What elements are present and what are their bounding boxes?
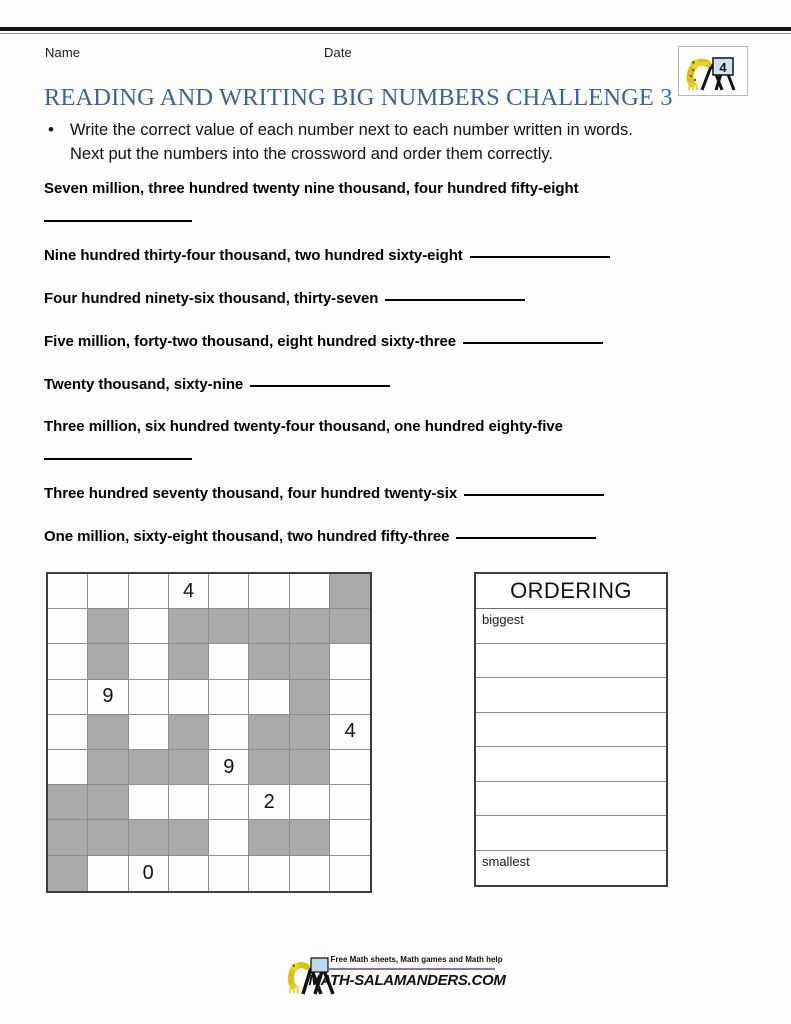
- crossword-cell-blocked: [249, 609, 289, 644]
- crossword-cell-blocked: [249, 750, 289, 785]
- crossword-cell[interactable]: [48, 680, 88, 715]
- salamander-easel-icon: [682, 50, 744, 92]
- crossword-cell[interactable]: [209, 820, 249, 855]
- crossword-cell-blocked: [169, 715, 209, 750]
- crossword-cell-blocked: [48, 820, 88, 855]
- page-top-border-thin: [0, 33, 791, 34]
- crossword-cell[interactable]: [48, 644, 88, 679]
- crossword-grid[interactable]: [46, 572, 372, 893]
- crossword-cell[interactable]: [48, 715, 88, 750]
- ordering-row[interactable]: smallest: [482, 853, 530, 869]
- crossword-cell[interactable]: [48, 609, 88, 644]
- crossword-cell[interactable]: [330, 785, 370, 820]
- crossword-cell[interactable]: [209, 644, 249, 679]
- math-salamanders-logo: [678, 46, 748, 96]
- crossword-cell[interactable]: [330, 750, 370, 785]
- crossword-cell-blocked: [48, 856, 88, 891]
- crossword-cell-blocked: [330, 609, 370, 644]
- crossword-cell[interactable]: 2: [249, 785, 289, 820]
- svg-text:4: 4: [719, 60, 727, 75]
- crossword-cell-blocked: [169, 644, 209, 679]
- ordering-box: [474, 572, 668, 887]
- instruction-line-2: Next put the numbers into the crossword and order them correctly.: [70, 145, 553, 163]
- crossword-cell-blocked: [169, 750, 209, 785]
- answer-blank[interactable]: [470, 244, 610, 258]
- question-item: [44, 525, 754, 547]
- crossword-cell-blocked: [330, 574, 370, 609]
- crossword-cell[interactable]: [209, 785, 249, 820]
- crossword-cell-blocked: [249, 715, 289, 750]
- answer-blank[interactable]: [250, 373, 390, 387]
- footer-url: MATH-SALAMANDERS.COM: [308, 972, 506, 989]
- crossword-cell[interactable]: [209, 715, 249, 750]
- questions-list: [44, 178, 754, 568]
- crossword-cell[interactable]: [88, 856, 128, 891]
- crossword-cell-blocked: [88, 644, 128, 679]
- crossword-cell[interactable]: [209, 574, 249, 609]
- crossword-cell[interactable]: [209, 856, 249, 891]
- question-item: [44, 287, 754, 309]
- crossword-cell-blocked: [88, 820, 128, 855]
- crossword-cell-blocked: [129, 820, 169, 855]
- ordering-row[interactable]: [476, 713, 666, 748]
- ordering-row[interactable]: [476, 816, 666, 851]
- crossword-cell[interactable]: [129, 680, 169, 715]
- crossword-cell[interactable]: [290, 785, 330, 820]
- crossword-cell[interactable]: [129, 644, 169, 679]
- crossword-cell-blocked: [88, 785, 128, 820]
- page-top-border: [0, 27, 791, 31]
- answer-blank[interactable]: [456, 525, 596, 539]
- crossword-cell[interactable]: [129, 715, 169, 750]
- ordering-row[interactable]: [476, 644, 666, 679]
- page-footer: [0, 952, 791, 1001]
- crossword-cell[interactable]: [330, 644, 370, 679]
- crossword-cell[interactable]: 4: [169, 574, 209, 609]
- crossword-cell[interactable]: 4: [330, 715, 370, 750]
- crossword-cell-blocked: [209, 609, 249, 644]
- question-item: [44, 244, 754, 266]
- question-item: [44, 482, 754, 504]
- crossword-cell[interactable]: [249, 680, 289, 715]
- question-item: [44, 373, 754, 395]
- crossword-cell[interactable]: 9: [88, 680, 128, 715]
- crossword-cell[interactable]: [129, 609, 169, 644]
- crossword-cell-blocked: [129, 750, 169, 785]
- question-item: [44, 416, 754, 460]
- crossword-cell-blocked: [290, 820, 330, 855]
- crossword-cell-blocked: [290, 644, 330, 679]
- crossword-cell[interactable]: 0: [129, 856, 169, 891]
- answer-blank[interactable]: [463, 330, 603, 344]
- crossword-cell[interactable]: [209, 680, 249, 715]
- crossword-cell[interactable]: [48, 574, 88, 609]
- question-text: Five million, forty-two thousand, eight hundred sixty-three: [44, 333, 457, 350]
- ordering-title: ORDERING: [476, 574, 666, 609]
- ordering-row[interactable]: [476, 747, 666, 782]
- crossword-cell-blocked: [290, 715, 330, 750]
- crossword-cell-blocked: [88, 750, 128, 785]
- question-text: Twenty thousand, sixty-nine: [44, 376, 244, 393]
- answer-blank[interactable]: [44, 446, 192, 460]
- question-text: Three million, six hundred twenty-four thousand, one hundred eighty-five: [44, 418, 563, 435]
- question-item: [44, 178, 754, 222]
- name-label: Name: [45, 45, 81, 60]
- answer-blank[interactable]: [385, 287, 525, 301]
- crossword-cell[interactable]: [169, 680, 209, 715]
- crossword-cell[interactable]: [48, 750, 88, 785]
- crossword-cell[interactable]: [249, 856, 289, 891]
- crossword-cell-blocked: [290, 680, 330, 715]
- ordering-row[interactable]: biggest: [476, 609, 666, 644]
- question-item: [44, 330, 754, 352]
- crossword-cell[interactable]: [330, 820, 370, 855]
- crossword-cell-blocked: [249, 644, 289, 679]
- ordering-row[interactable]: [476, 782, 666, 817]
- crossword-cell-blocked: [290, 750, 330, 785]
- answer-blank[interactable]: [464, 482, 604, 496]
- crossword-cell[interactable]: [169, 856, 209, 891]
- ordering-rows[interactable]: [476, 609, 666, 885]
- crossword-cell-blocked: [249, 820, 289, 855]
- footer-divider: [329, 968, 495, 970]
- instructions: [44, 118, 744, 167]
- question-text: One million, sixty-eight thousand, two hundred fifty-three: [44, 528, 450, 545]
- bullet-icon: •: [48, 120, 54, 139]
- date-label: Date: [324, 45, 352, 60]
- crossword-cell-blocked: [88, 715, 128, 750]
- crossword-cell-blocked: [169, 609, 209, 644]
- crossword-cell[interactable]: [129, 574, 169, 609]
- ordering-row[interactable]: [476, 678, 666, 713]
- crossword-cell[interactable]: 9: [209, 750, 249, 785]
- footer-tagline: Free Math sheets, Math games and Math help: [330, 955, 503, 964]
- instruction-line-1: Write the correct value of each number next to each number written in words.: [70, 121, 633, 139]
- crossword-cell[interactable]: [249, 574, 289, 609]
- page-title: READING AND WRITING BIG NUMBERS CHALLENGE 3: [44, 84, 673, 111]
- crossword-cell-blocked: [48, 785, 88, 820]
- question-text: Seven million, three hundred twenty nine thousand, four hundred fifty-eight: [44, 180, 579, 197]
- question-text: Nine hundred thirty-four thousand, two hundred sixty-eight: [44, 247, 463, 264]
- crossword-cell[interactable]: [330, 680, 370, 715]
- question-text: Three hundred seventy thousand, four hundred twenty-six: [44, 485, 458, 502]
- crossword-cell[interactable]: [169, 785, 209, 820]
- question-text: Four hundred ninety-six thousand, thirty-seven: [44, 290, 379, 307]
- crossword-cell[interactable]: [88, 574, 128, 609]
- crossword-cell-blocked: [88, 609, 128, 644]
- answer-blank[interactable]: [44, 208, 192, 222]
- crossword-cell-blocked: [290, 609, 330, 644]
- crossword-cell-blocked: [169, 820, 209, 855]
- crossword-cell[interactable]: [330, 856, 370, 891]
- crossword-cell[interactable]: [290, 856, 330, 891]
- crossword-cell[interactable]: [129, 785, 169, 820]
- crossword-cell[interactable]: [290, 574, 330, 609]
